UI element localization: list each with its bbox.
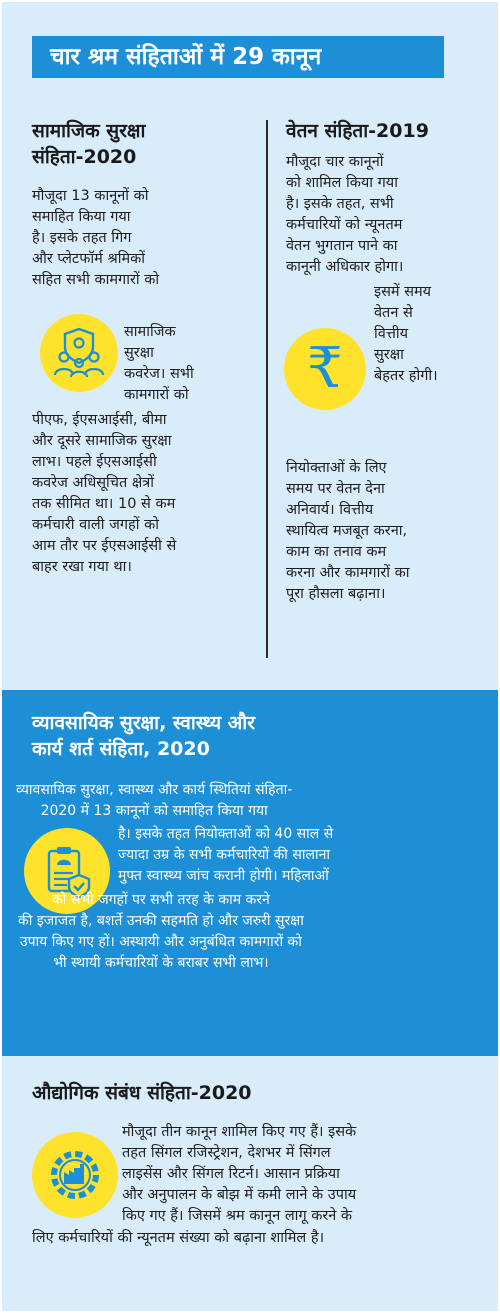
text-line: तक सीमित था। 10 से कम	[32, 496, 176, 512]
text-line: को शामिल किया गया	[286, 175, 398, 191]
wage-code-text-side	[374, 282, 438, 387]
text-line: बेहतर होगी।	[374, 368, 438, 384]
page-title: चार श्रम संहिताओं में 29 कानून	[32, 36, 444, 78]
text-line: करना और कामगारों का	[286, 565, 410, 581]
wage-code-text-top	[286, 152, 403, 278]
column-divider	[266, 120, 268, 658]
rupee-symbol: ₹	[307, 336, 343, 401]
text-line: कवरेज अधिसूचित क्षेत्रों	[32, 475, 155, 491]
text-line: पीएफ, ईएसआईसी, बीमा	[32, 412, 167, 428]
osh-code-title	[32, 710, 255, 762]
osh-code-text-side	[118, 824, 333, 887]
text-line: सामाजिक	[124, 324, 176, 340]
text-line: व्यावसायिक सुरक्षा, स्वास्थ्य और कार्य स्थितियां संहिता-	[16, 782, 293, 798]
text-line: कामगारों को	[124, 387, 189, 403]
text-line: मुफ्त स्वास्थ्य जांच करानी होगी। महिलाओं	[118, 868, 329, 884]
text-line: इसमें समय	[374, 284, 432, 300]
text-line: नियोक्ताओं के लिए	[286, 460, 387, 476]
text-line: है। इसके तहत गिग	[32, 230, 132, 246]
text-line: बाहर रखा गया था।	[32, 559, 132, 575]
text-line: उपाय किए गए हों। अस्थायी और अनुबंधित कामगारों को	[19, 934, 302, 950]
text-line: ज्यादा उम्र के सभी कर्मचारियों की सालाना	[118, 847, 330, 863]
text-line: है। इसके तहत, सभी	[286, 196, 394, 212]
factory-gear-icon	[32, 1132, 118, 1218]
text-line: लिए कर्मचारियों की न्यूनतम संख्या को बढ़ाना शामिल है।	[32, 1230, 325, 1246]
osh-code-title-line-2: कार्य शर्त संहिता, 2020	[32, 738, 210, 760]
text-line: समय पर वेतन देना	[286, 481, 385, 497]
social-security-text-bottom	[32, 410, 176, 578]
text-line: कर्मचारी वाली जगहों को	[32, 517, 159, 533]
text-line: वेतन भुगतान पाने का	[286, 238, 398, 254]
text-line: 2020 में 13 कानूनों को समाहित किया गया	[40, 803, 268, 819]
text-line: कानूनी अधिकार होगा।	[286, 259, 404, 275]
text-line: सहित सभी कामगारों को	[32, 272, 160, 288]
social-security-title	[32, 118, 145, 170]
text-line: मौजूदा चार कानूनों	[286, 154, 384, 170]
text-line: कवरेज। सभी	[124, 366, 194, 382]
osh-code-text-top	[16, 780, 292, 822]
industrial-code-text-bottom	[32, 1228, 324, 1249]
text-line: है। इसके तहत नियोक्ताओं को 40 साल से	[118, 826, 334, 842]
rupee-icon	[284, 328, 366, 410]
text-line: वेतन से	[374, 305, 413, 321]
osh-code-title-line-1: व्यावसायिक सुरक्षा, स्वास्थ्य और	[32, 712, 255, 734]
text-line: आम तौर पर ईएसआईसी से	[32, 538, 177, 554]
text-line: और अनुपालन के बोझ में कमी लाने के उपाय	[122, 1187, 357, 1203]
industrial-code-title: औद्योगिक संबंध संहिता-2020	[32, 1082, 252, 1104]
text-line: लाइसेंस और सिंगल रिटर्न। आसान प्रक्रिया	[122, 1166, 340, 1182]
social-security-title-line-1: सामाजिक सुरक्षा	[32, 120, 146, 142]
text-line: सुरक्षा	[374, 347, 404, 363]
family-shield-icon	[40, 314, 118, 392]
social-security-title-line-2: संहिता-2020	[32, 146, 137, 168]
text-line: भी स्थायी कर्मचारियों के बराबर सभी लाभ।	[53, 955, 269, 971]
text-line: किए गए हैं। जिसमें श्रम कानून लागू करने के	[122, 1208, 353, 1224]
text-line: तहत सिंगल रजिस्ट्रेशन, देशभर में सिंगल	[122, 1145, 331, 1161]
text-line: काम का तनाव कम	[286, 544, 387, 560]
factory-gear-icon-graphic	[42, 1142, 108, 1208]
text-line: की इजाजत है, बशर्ते उनकी सहमति हो और जरुरी सुरक्षा	[18, 913, 304, 929]
text-line: समाहित किया गया	[32, 209, 131, 225]
text-line: कर्मचारियों को न्यूनतम	[286, 217, 403, 233]
social-security-text-side	[124, 322, 194, 406]
text-line: सुरक्षा	[124, 345, 154, 361]
text-line: स्थायित्व मजबूत करना,	[286, 523, 408, 539]
wage-code-title: वेतन संहिता-2019	[286, 120, 429, 142]
text-line: मौजूदा 13 कानूनों को	[32, 188, 149, 204]
industrial-code-section	[2, 1056, 498, 1311]
osh-code-text-bottom	[18, 890, 304, 974]
industrial-code-text-side	[122, 1122, 356, 1227]
text-line: लाभ। पहले ईएसआईसी	[32, 454, 157, 470]
text-line: वित्तीय	[374, 326, 409, 342]
family-shield-icon-graphic	[49, 323, 109, 383]
text-line: मौजूदा तीन कानून शामिल किए गए हैं। इसके	[122, 1124, 357, 1140]
page	[2, 2, 498, 1311]
osh-code-section	[2, 690, 498, 1056]
social-security-text-top	[32, 186, 159, 291]
text-line: को सभी जगहों पर सभी तरह के काम करने	[52, 892, 270, 908]
text-line: अनिवार्य। वित्तीय	[286, 502, 374, 518]
text-line: पूरा हौसला बढ़ाना।	[286, 586, 386, 602]
wage-code-text-bottom	[286, 458, 410, 605]
text-line: और प्लेटफॉर्म श्रमिकों	[32, 251, 146, 267]
text-line: और दूसरे सामाजिक सुरक्षा	[32, 433, 172, 449]
